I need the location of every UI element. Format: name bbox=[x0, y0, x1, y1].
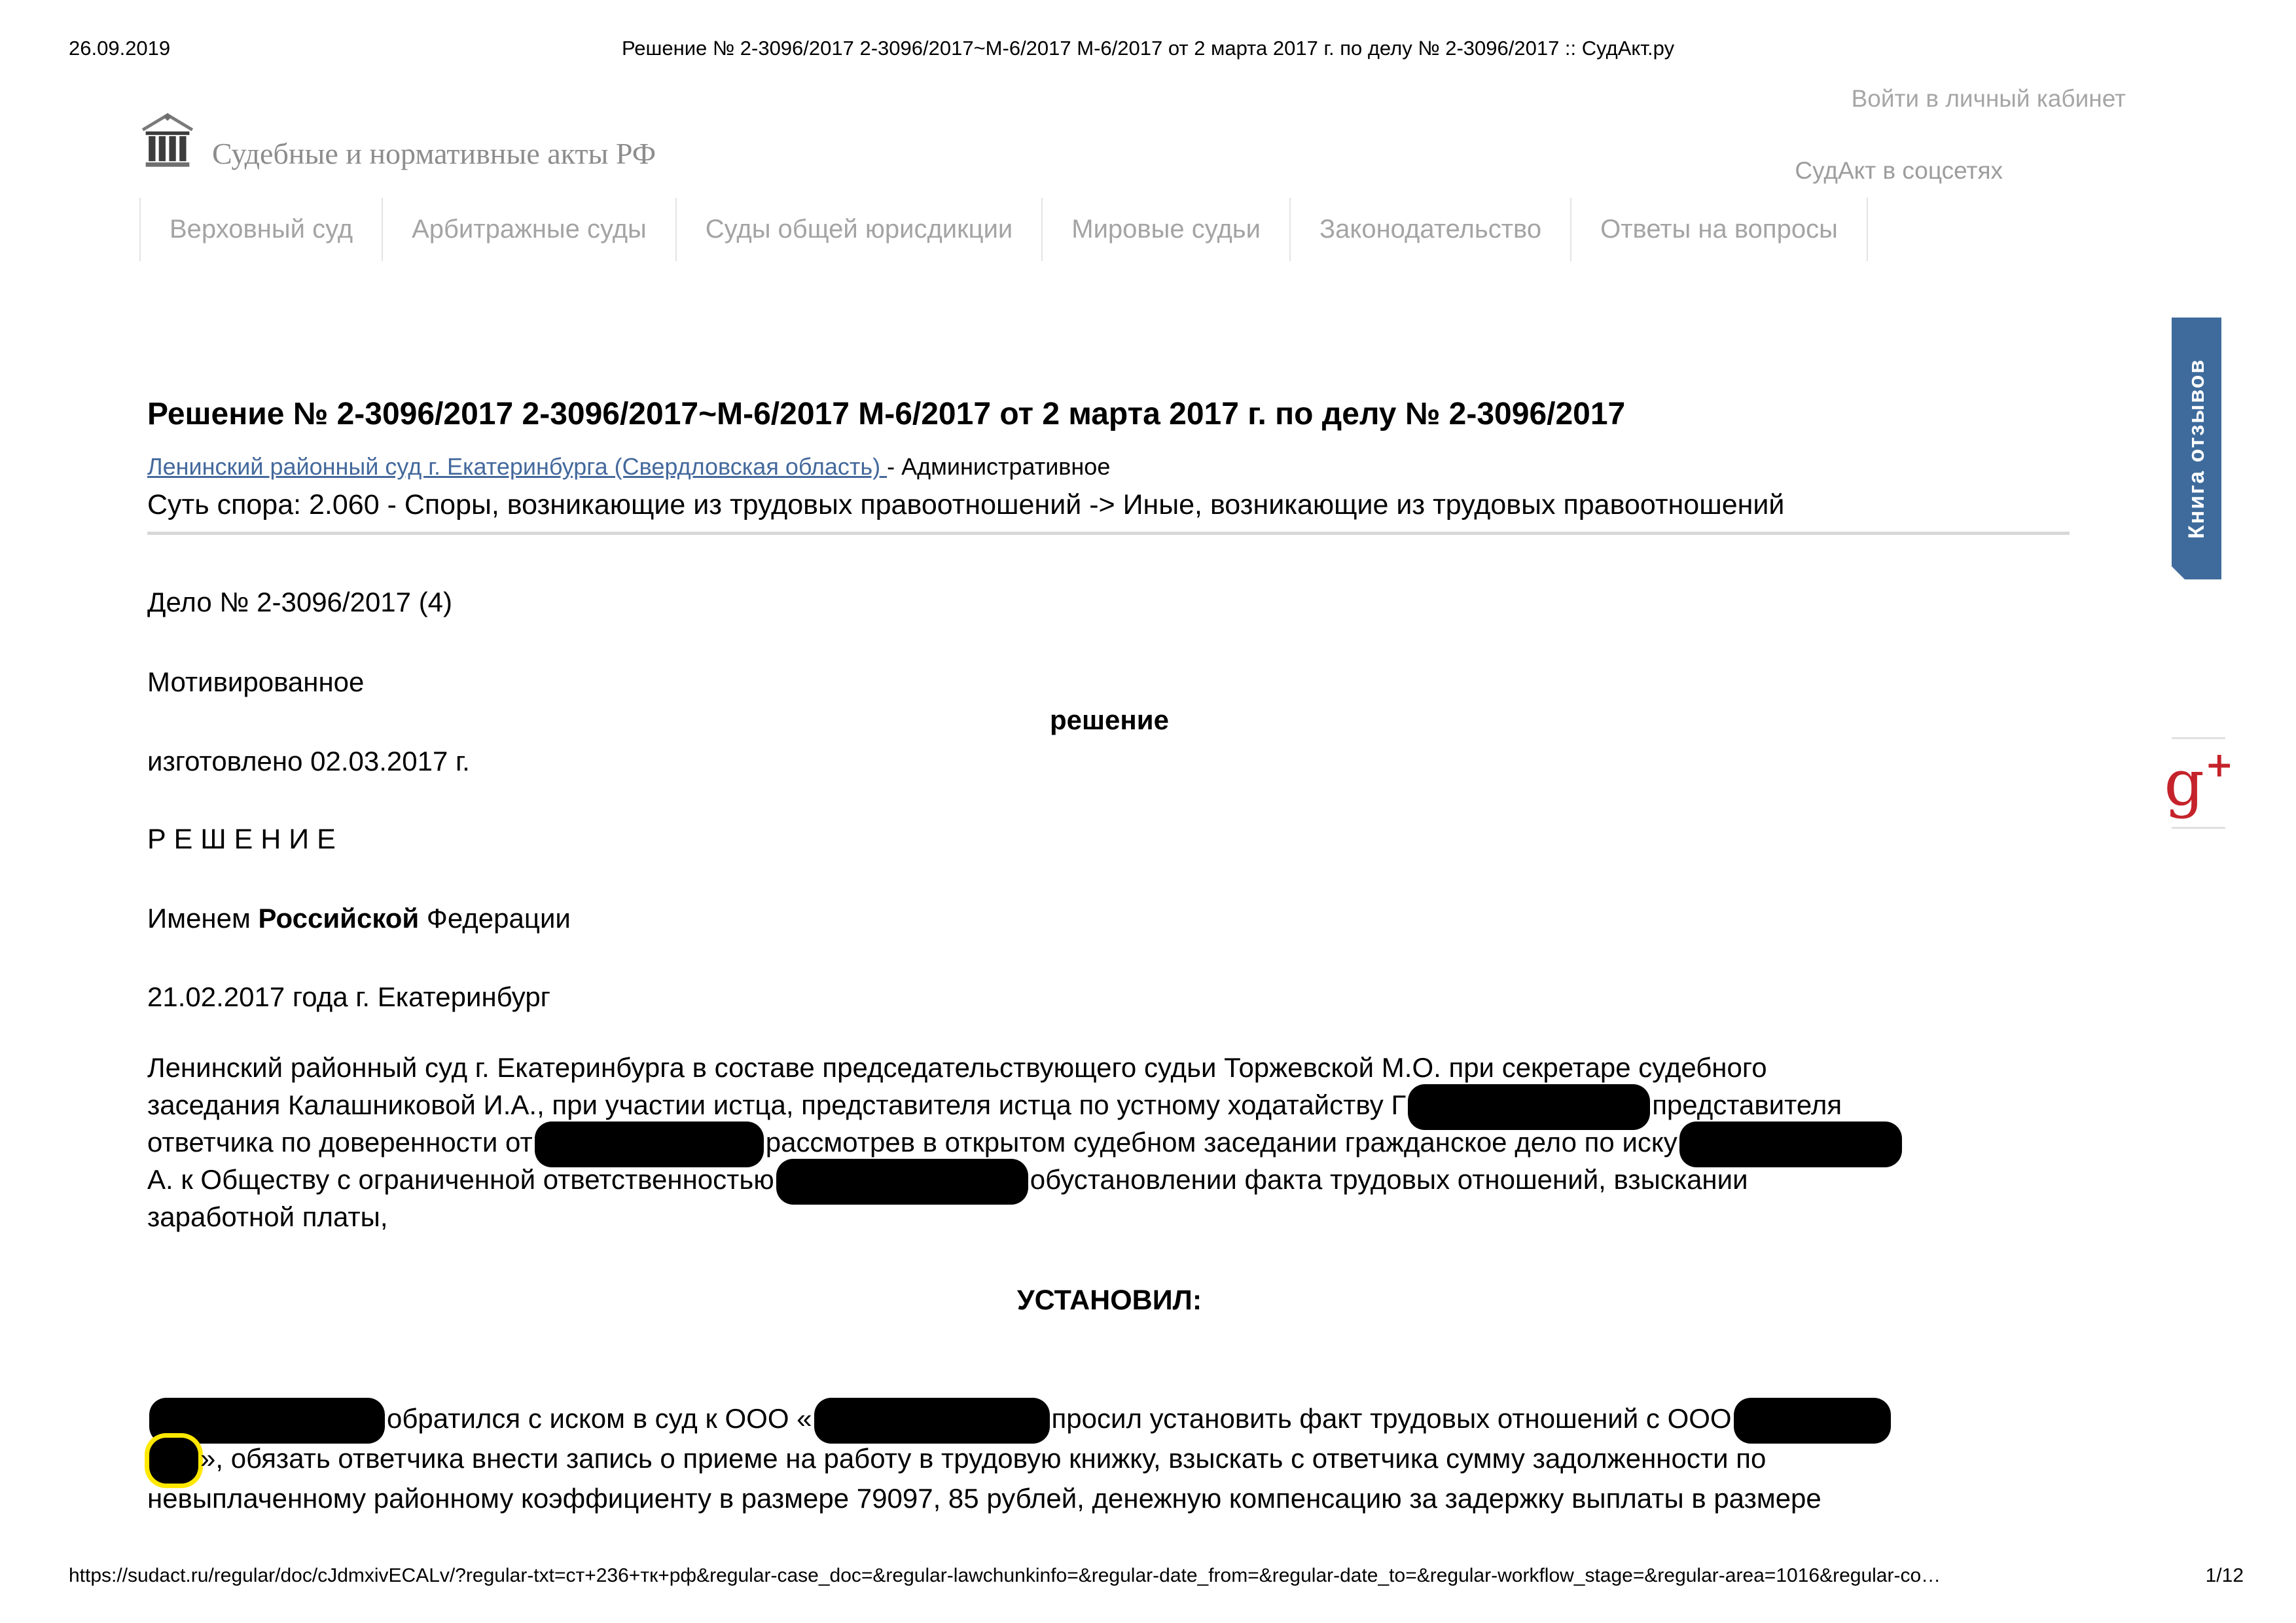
in-name-bold: Российской bbox=[258, 903, 420, 934]
decision-heading: Р Е Ш Е Н И Е bbox=[147, 824, 336, 855]
in-name-line bbox=[147, 903, 571, 934]
nav-item-arbitration-courts[interactable]: Арбитражные суды bbox=[382, 198, 675, 261]
text-run: просил установить факт трудовых отношений с ООО bbox=[1051, 1403, 1732, 1434]
text-run: А. к Обществу с ограниченной ответственностью bbox=[147, 1164, 774, 1195]
intro-paragraph bbox=[147, 1049, 2078, 1235]
banner-corner-notch bbox=[2172, 566, 2185, 579]
login-link[interactable]: Войти в личный кабинет bbox=[1851, 85, 2126, 112]
redaction-block bbox=[1408, 1084, 1650, 1130]
redaction-block bbox=[535, 1122, 764, 1167]
site-logo[interactable] bbox=[137, 110, 656, 175]
main-nav bbox=[139, 198, 1868, 261]
text-run: », обязать ответчика внести запись о приеме на работу в трудовую книжку, взыскать с ответчика сумму задолженности по bbox=[200, 1443, 1767, 1474]
text-run: обратился с иском в суд к ООО « bbox=[387, 1403, 812, 1434]
case-number: Дело № 2-3096/2017 (4) bbox=[147, 587, 453, 617]
text-run: ответчика по доверенности от bbox=[147, 1127, 533, 1158]
site-name: Судебные и нормативные акты РФ bbox=[212, 137, 656, 170]
courthouse-icon bbox=[137, 110, 198, 175]
text-run: невыплаченному районному коэффициенту в размере 79097, 85 рублей, денежную компенсацию за задержку выплаты в размере bbox=[147, 1483, 1821, 1514]
redaction-block bbox=[776, 1159, 1028, 1205]
made-on-line: изготовлено 02.03.2017 г. bbox=[147, 746, 470, 776]
feedback-book-label: Книга отзывов bbox=[2184, 358, 2209, 539]
text-run: рассмотрев в открытом судебном заседании гражданское дело по иску bbox=[765, 1127, 1677, 1158]
ustanovil-heading: УСТАНОВИЛ: bbox=[1016, 1285, 1202, 1316]
redaction-block bbox=[1734, 1398, 1891, 1444]
date-place-line: 21.02.2017 года г. Екатеринбург bbox=[147, 981, 550, 1012]
redaction-block bbox=[814, 1398, 1050, 1444]
text-run: заседания Калашниковой И.А., при участии истца, представителя истца по устному ходатайству Г bbox=[147, 1089, 1407, 1120]
claims-paragraph bbox=[147, 1398, 2078, 1518]
nav-item-magistrates[interactable]: Мировые судьи bbox=[1041, 198, 1289, 261]
court-link[interactable]: Ленинский районный суд г. Екатеринбурга (Свердловская область) bbox=[147, 453, 888, 480]
dispute-subject: Суть спора: 2.060 - Споры, возникающие из трудовых правоотношений -> Иные, возникающие из трудовых правоотношений bbox=[147, 489, 1785, 520]
redaction-block bbox=[149, 1438, 198, 1484]
text-run: Ленинский районный суд г. Екатеринбурга в составе председательствующего судьи Торжевской М.О. при секретаре судебного bbox=[147, 1052, 1767, 1083]
case-category: - Административное bbox=[887, 453, 1111, 480]
feedback-book-banner[interactable] bbox=[2172, 318, 2221, 579]
in-name-suffix: Федерации bbox=[419, 903, 571, 934]
decision-title: Решение № 2-3096/2017 2-3096/2017~М-6/2017 М-6/2017 от 2 марта 2017 г. по делу № 2-3096/2017 bbox=[147, 397, 1626, 431]
footer-page-number: 1/12 bbox=[2205, 1565, 2244, 1586]
motivated-line: Мотивированное bbox=[147, 666, 365, 697]
redaction-block bbox=[149, 1398, 385, 1444]
footer-url: https://sudact.ru/regular/doc/cJdmxivECALv/?regular-txt=ст+236+тк+рф&regular-case_doc=&regular-lawchunkinfo=&regular-date_from=&regular-date_to=&regular-workflow_stage=&regular-area=1016&regular-co… bbox=[69, 1565, 1941, 1586]
court-line bbox=[147, 453, 1110, 481]
print-page-title: Решение № 2-3096/2017 2-3096/2017~М-6/2017 М-6/2017 от 2 марта 2017 г. по делу № 2-3096/2017 :: СудАкт.ру bbox=[621, 37, 1675, 60]
text-run: обустановлении факта трудовых отношений, взыскании bbox=[1030, 1164, 1748, 1195]
print-date: 26.09.2019 bbox=[69, 37, 171, 60]
nav-item-supreme-court[interactable]: Верховный суд bbox=[139, 198, 382, 261]
social-links-label[interactable]: СудАкт в соцсетях bbox=[1795, 157, 2003, 184]
google-plus-icon[interactable]: g + bbox=[2172, 737, 2225, 829]
nav-item-general-jurisdiction-courts[interactable]: Суды общей юрисдикции bbox=[675, 198, 1041, 261]
nav-item-qa[interactable]: Ответы на вопросы bbox=[1570, 198, 1868, 261]
redaction-block bbox=[1679, 1122, 1902, 1167]
in-name-prefix: Именем bbox=[147, 903, 259, 934]
nav-item-legislation[interactable]: Законодательство bbox=[1289, 198, 1570, 261]
text-run: заработной платы, bbox=[147, 1201, 388, 1232]
section-divider bbox=[147, 532, 2070, 535]
text-run: представителя bbox=[1652, 1089, 1842, 1120]
resolution-word: решение bbox=[1050, 704, 1169, 735]
